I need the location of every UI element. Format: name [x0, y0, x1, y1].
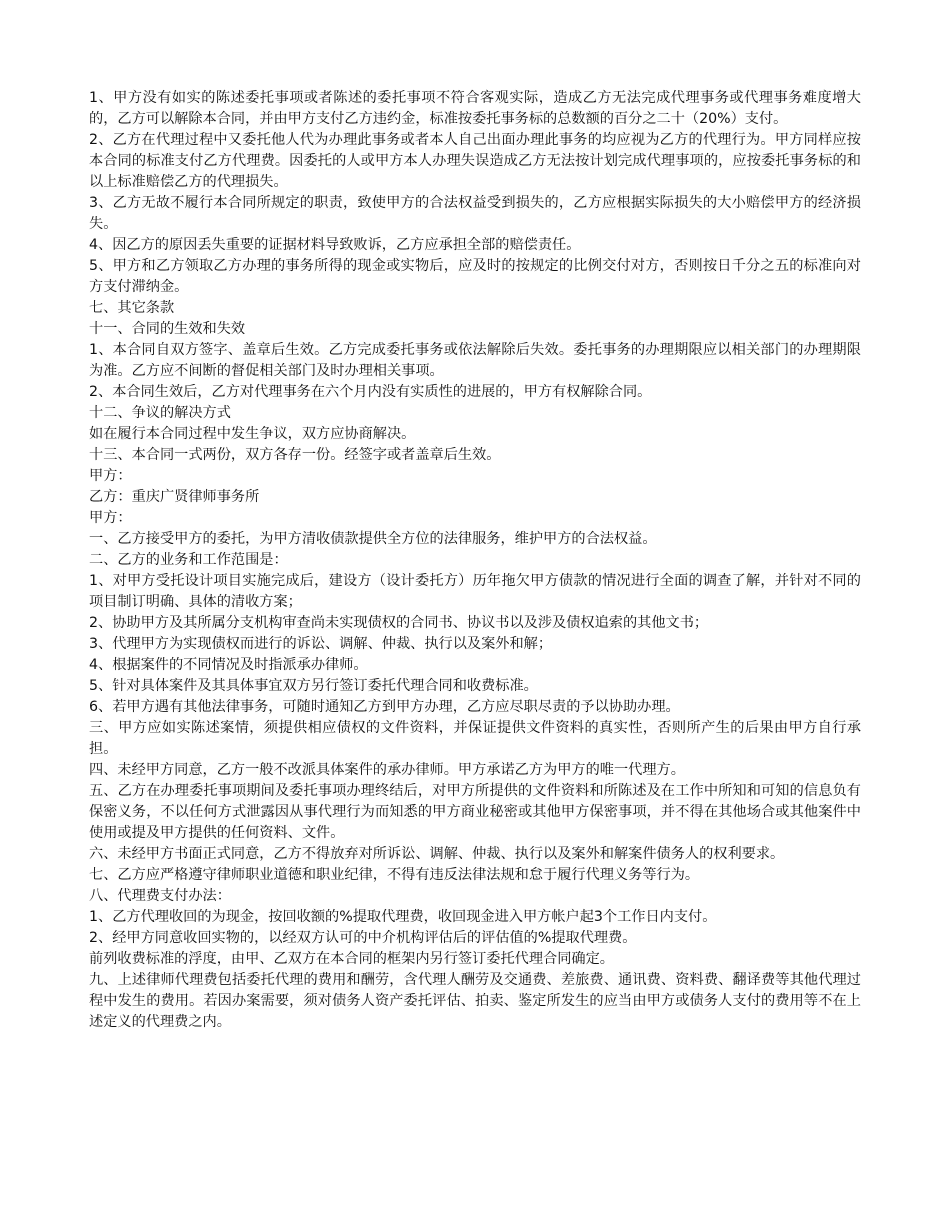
- article-1: 一、乙方接受甲方的委托，为甲方清收债款提供全方位的法律服务，维护甲方的合法权益。: [89, 531, 657, 547]
- clause-lost-evidence: 4、因乙方的原因丢失重要的证据材料导致败诉，乙方应承担全部的赔偿责任。: [89, 237, 581, 253]
- article-3: 三、甲方应如实陈述案情，须提供相应债权的文件资料，并保证提供文件资料的真实性，否则所产生的后果由甲方自行承担。: [89, 720, 861, 757]
- article-6: 六、未经甲方书面正式同意，乙方不得放弃对所诉讼、调解、仲裁、执行以及案外和解案件债务人的权利要求。: [89, 846, 785, 862]
- article-2-heading: 二、乙方的业务和工作范围是：: [89, 552, 288, 568]
- article-5: 五、乙方在办理委托事项期间及委托事项办理终结后，对甲方所提供的文件资料和所陈述及在工作中所知和可知的信息负有保密义务，不以任何方式泄露因从事代理行为而知悉的甲方商业秘密或其他甲方保密事项，并不得在其他场合或其他案件中使用或提及甲方提供的任何资料、文件。: [89, 783, 861, 841]
- clause-breach-misrepresentation: 1、甲方没有如实的陈述委托事项或者陈述的委托事项不符合客观实际，造成乙方无法完成代理事务或代理事务难度增大的，乙方可以解除本合同，并由甲方支付乙方违约金，标准按委托事务标的总数额的百分之二十（20%）支付。: [89, 90, 861, 127]
- article-2-item-2: 2、协助甲方及其所属分支机构审查尚未实现债权的合同书、协议书以及涉及债权追索的其他文书；: [89, 615, 709, 631]
- section-heading-other-terms: 七、其它条款: [89, 300, 175, 316]
- article-8-heading: 八、代理费支付办法：: [89, 888, 231, 904]
- document-body: [89, 88, 861, 1033]
- article-2-item-3: 3、代理甲方为实现债权而进行的诉讼、调解、仲裁、执行以及案外和解；: [89, 636, 553, 652]
- clause-dispute-resolution: 如在履行本合同过程中发生争议，双方应协商解决。: [89, 426, 416, 442]
- article-2-item-6: 6、若甲方遇有其他法律事务，可随时通知乙方到甲方办理，乙方应尽职尽责的予以协助办理。: [89, 699, 680, 715]
- clause-termination-right: 2、本合同生效后，乙方对代理事务在六个月内没有实质性的进展的，甲方有权解除合同。: [89, 384, 652, 400]
- clause-late-payment: 5、甲方和乙方领取乙方办理的事务所得的现金或实物后，应及时的按规定的比例交付对方，否则按日千分之五的标准向对方支付滞纳金。: [89, 258, 861, 295]
- article-8-item-2: 2、经甲方同意收回实物的，以经双方认可的中介机构评估后的评估值的%提取代理费。: [89, 930, 637, 946]
- clause-failure-of-duty: 3、乙方无故不履行本合同所规定的职责，致使甲方的合法权益受到损失的，乙方应根据实际损失的大小赔偿甲方的经济损失。: [89, 195, 861, 232]
- article-2-item-5: 5、针对具体案件及其具体事宜双方另行签订委托代理合同和收费标准。: [89, 678, 538, 694]
- article-4: 四、未经甲方同意，乙方一般不改派具体案件的承办律师。甲方承诺乙方为甲方的唯一代理方。: [89, 762, 685, 778]
- article-2-item-1: 1、对甲方受托设计项目实施完成后，建设方（设计委托方）历年拖欠甲方债款的情况进行全面的调查了解，并针对不同的项目制订明确、具体的清收方案；: [89, 573, 861, 610]
- clause-copies: 十三、本合同一式两份，双方各存一份。经签字或者盖章后生效。: [89, 447, 501, 463]
- section-heading-dispute: 十二、争议的解决方式: [89, 405, 231, 421]
- signature-party-b: 乙方：重庆广贤律师事务所: [89, 489, 260, 505]
- clause-subdelegation: 2、乙方在代理过程中又委托他人代为办理此事务或者本人自己出面办理此事务的均应视为乙方的代理行为。甲方同样应按本合同的标准支付乙方代理费。因委托的人或甲方本人办理失误造成乙方无法按计划完成代理事项的，应按委托事务标的和以上标准赔偿乙方的代理损失。: [89, 132, 861, 190]
- article-7: 七、乙方应严格遵守律师职业道德和职业纪律，不得有违反法律法规和怠于履行代理义务等行为。: [89, 867, 700, 883]
- fee-standard-note: 前列收费标准的浮度，由甲、乙双方在本合同的框架内另行签订委托代理合同确定。: [89, 951, 614, 967]
- clause-effective-date: 1、本合同自双方签字、盖章后生效。乙方完成委托事务或依法解除后失效。委托事务的办理期限应以相关部门的办理期限为准。乙方应不间断的督促相关部门及时办理相关事项。: [89, 342, 861, 379]
- signature-party-a: 甲方：: [89, 468, 132, 484]
- article-8-item-1: 1、乙方代理收回的为现金，按回收额的%提取代理费，收回现金进入甲方帐户起3个工作日内支付。: [89, 909, 717, 925]
- party-a-label: 甲方：: [89, 510, 132, 526]
- article-9: 九、上述律师代理费包括委托代理的费用和酬劳，含代理人酬劳及交通费、差旅费、通讯费、资料费、翻译费等其他代理过程中发生的费用。若因办案需要，须对债务人资产委托评估、拍卖、鉴定所发生的应当由甲方或债务人支付的费用等不在上述定义的代理费之内。: [89, 972, 861, 1030]
- section-heading-effect-termination: 十一、合同的生效和失效: [89, 321, 246, 337]
- article-2-item-4: 4、根据案件的不同情况及时指派承办律师。: [89, 657, 368, 673]
